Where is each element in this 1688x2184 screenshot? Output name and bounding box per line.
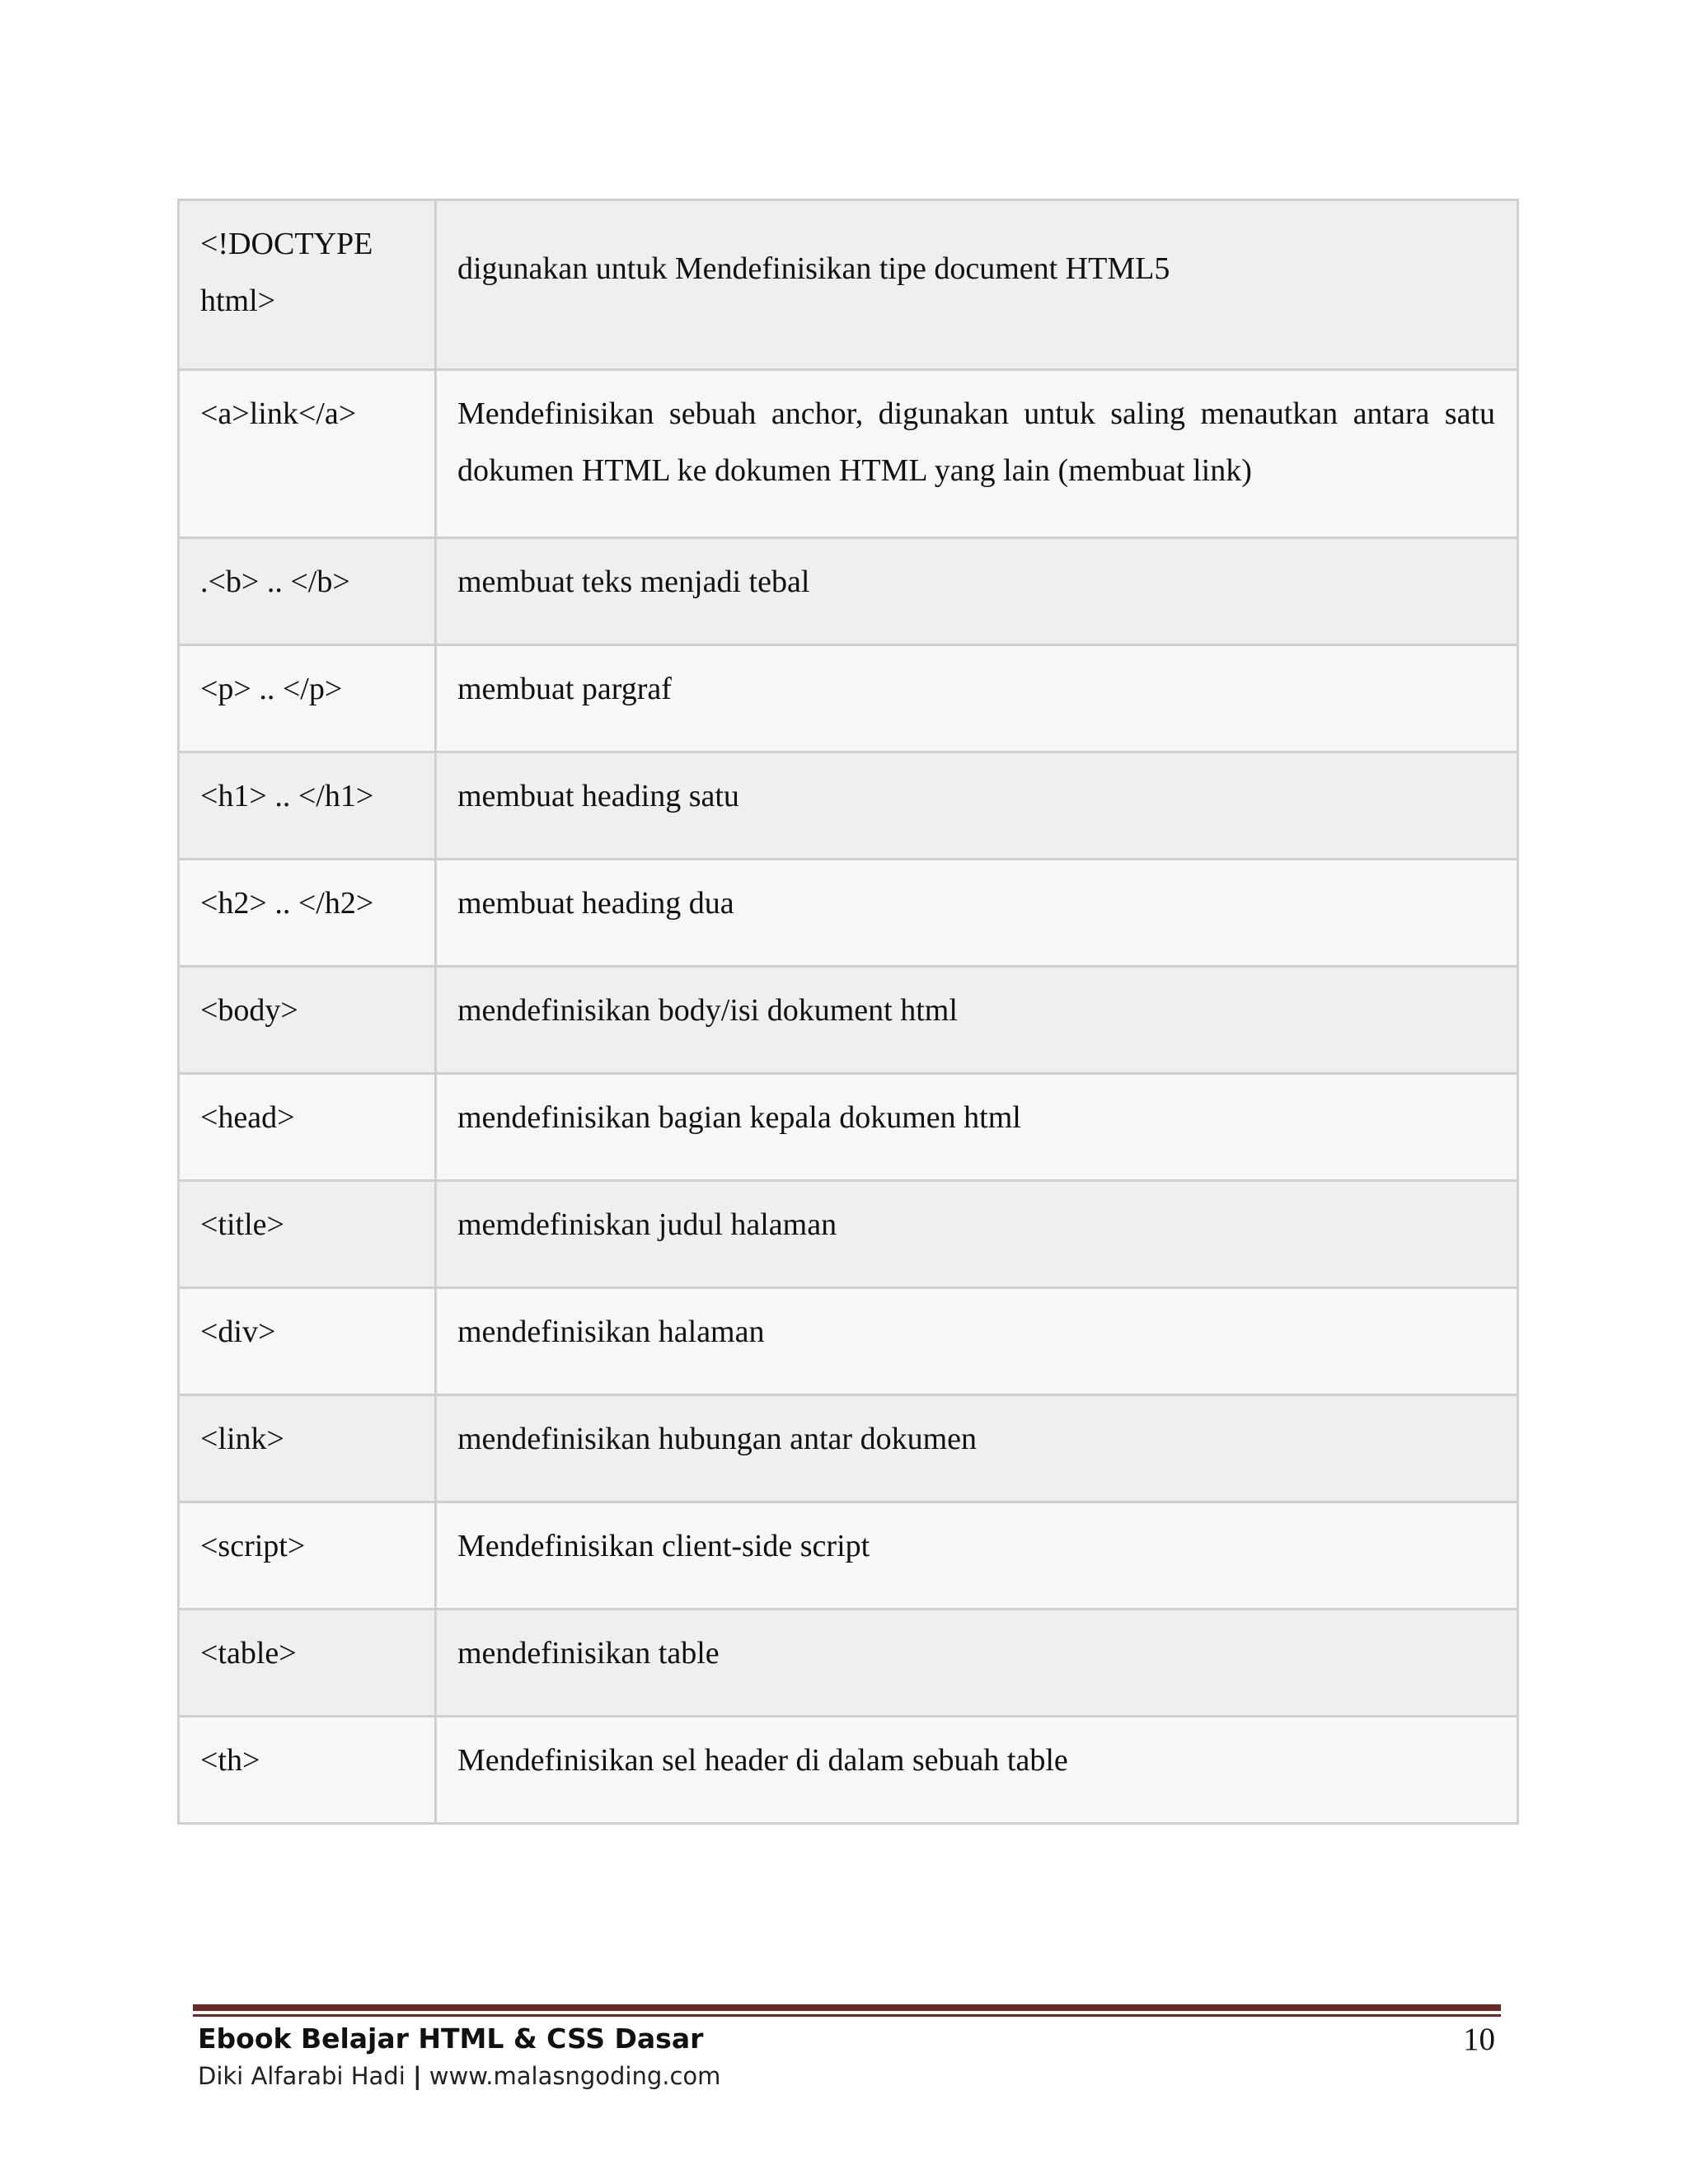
description-cell: Mendefinisikan client-side script <box>436 1502 1518 1610</box>
tag-cell: <div> <box>179 1288 436 1395</box>
table-row <box>179 1181 1518 1288</box>
table-row <box>179 860 1518 967</box>
tag-cell: .<b> .. </b> <box>179 538 436 645</box>
tag-cell: <body> <box>179 967 436 1074</box>
table-row <box>179 645 1518 752</box>
footer-rule-thin <box>193 2014 1501 2017</box>
tag-cell: <!DOCTYPE html> <box>179 200 436 370</box>
description-cell: membuat heading dua <box>436 860 1518 967</box>
footer-rule-thick <box>193 2004 1501 2011</box>
description-cell: mendefinisikan body/isi dokument html <box>436 967 1518 1074</box>
tag-cell: <h1> .. </h1> <box>179 752 436 860</box>
footer-author-line <box>198 2062 720 2090</box>
tag-cell: <table> <box>179 1610 436 1717</box>
table-row <box>179 370 1518 538</box>
tag-cell: <link> <box>179 1395 436 1502</box>
description-cell: membuat heading satu <box>436 752 1518 860</box>
html-tag-table <box>177 199 1519 1825</box>
description-cell: membuat pargraf <box>436 645 1518 752</box>
footer-book-title: Ebook Belajar HTML & CSS Dasar <box>198 2022 704 2055</box>
table-row <box>179 1074 1518 1181</box>
footer-website: www.malasngoding.com <box>429 2062 721 2090</box>
tag-cell: <a>link</a> <box>179 370 436 538</box>
table-row <box>179 752 1518 860</box>
table-row <box>179 1395 1518 1502</box>
table-row <box>179 967 1518 1074</box>
page-number: 10 <box>1463 2022 1495 2057</box>
description-cell: mendefinisikan table <box>436 1610 1518 1717</box>
tag-cell: <p> .. </p> <box>179 645 436 752</box>
tag-cell: <title> <box>179 1181 436 1288</box>
table-row <box>179 538 1518 645</box>
description-cell: digunakan untuk Mendefinisikan tipe document HTML5 <box>436 200 1518 370</box>
table-row <box>179 1288 1518 1395</box>
description-cell: mendefinisikan bagian kepala dokumen html <box>436 1074 1518 1181</box>
table-row <box>179 1502 1518 1610</box>
description-cell: Mendefinisikan sel header di dalam sebuah table <box>436 1717 1518 1824</box>
description-cell: memdefiniskan judul halaman <box>436 1181 1518 1288</box>
tag-cell: <th> <box>179 1717 436 1824</box>
description-cell: mendefinisikan halaman <box>436 1288 1518 1395</box>
footer-separator: | <box>412 2062 422 2090</box>
footer-author: Diki Alfarabi Hadi <box>198 2062 406 2090</box>
tag-cell: <head> <box>179 1074 436 1181</box>
tag-cell: <script> <box>179 1502 436 1610</box>
table-row <box>179 1610 1518 1717</box>
table-row <box>179 1717 1518 1824</box>
table-row <box>179 200 1518 370</box>
description-cell: membuat teks menjadi tebal <box>436 538 1518 645</box>
description-cell: mendefinisikan hubungan antar dokumen <box>436 1395 1518 1502</box>
description-cell: Mendefinisikan sebuah anchor, digunakan untuk saling menautkan antara satu dokumen HTML ke dokumen HTML yang lain (membuat link) <box>436 370 1518 538</box>
tag-cell: <h2> .. </h2> <box>179 860 436 967</box>
